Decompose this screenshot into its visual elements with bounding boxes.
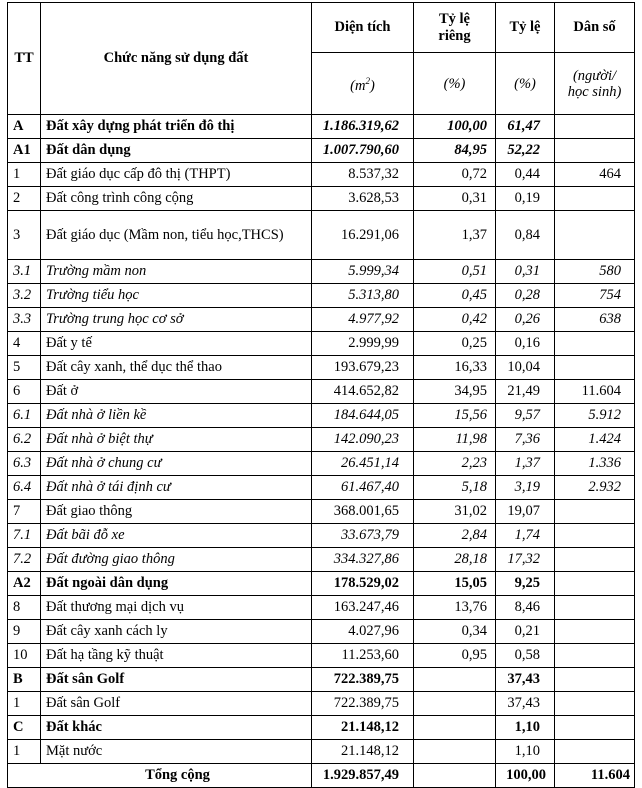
table-row (8, 644, 635, 668)
table-row (8, 332, 635, 356)
land-use-table-container (7, 2, 635, 788)
row-function: Mặt nước (41, 740, 312, 764)
row-area: 178.529,02 (312, 572, 414, 596)
row-area: 193.679,23 (312, 356, 414, 380)
table-row (8, 740, 635, 764)
row-function: Đất giáo dục (Mầm non, tiểu học,THCS) (41, 211, 312, 260)
land-use-table (7, 2, 635, 788)
row-tt: A1 (8, 139, 41, 163)
row-ratio: 37,43 (496, 668, 555, 692)
row-share: 0,42 (414, 308, 496, 332)
header-population-unit: (người/ học sinh) (555, 53, 635, 115)
row-function: Trường trung học cơ sở (41, 308, 312, 332)
row-function: Đất giáo dục cấp đô thị (THPT) (41, 163, 312, 187)
row-share (414, 668, 496, 692)
row-area: 26.451,14 (312, 452, 414, 476)
row-share: 1,37 (414, 211, 496, 260)
row-population (555, 692, 635, 716)
row-ratio: 0,26 (496, 308, 555, 332)
row-share: 13,76 (414, 596, 496, 620)
row-population: 754 (555, 284, 635, 308)
row-population: 638 (555, 308, 635, 332)
row-population: 1.424 (555, 428, 635, 452)
row-function: Đất ở (41, 380, 312, 404)
row-ratio: 17,32 (496, 548, 555, 572)
row-population (555, 668, 635, 692)
total-share (414, 764, 496, 788)
row-ratio: 37,43 (496, 692, 555, 716)
header-area-unit (312, 53, 414, 115)
row-share: 0,72 (414, 163, 496, 187)
row-ratio: 7,36 (496, 428, 555, 452)
row-share: 11,98 (414, 428, 496, 452)
table-row (8, 284, 635, 308)
row-tt: B (8, 668, 41, 692)
row-share (414, 716, 496, 740)
row-function: Đất cây xanh cách ly (41, 620, 312, 644)
row-share: 31,02 (414, 500, 496, 524)
row-area: 16.291,06 (312, 211, 414, 260)
row-share: 100,00 (414, 115, 496, 139)
row-ratio: 8,46 (496, 596, 555, 620)
table-row (8, 476, 635, 500)
row-function: Đất hạ tầng kỹ thuật (41, 644, 312, 668)
row-area: 334.327,86 (312, 548, 414, 572)
row-ratio: 19,07 (496, 500, 555, 524)
row-tt: C (8, 716, 41, 740)
area-unit-close: ) (369, 77, 375, 94)
table-row (8, 692, 635, 716)
row-share: 16,33 (414, 356, 496, 380)
row-population (555, 644, 635, 668)
table-row (8, 404, 635, 428)
row-population (555, 716, 635, 740)
row-tt: 1 (8, 163, 41, 187)
row-tt: 1 (8, 740, 41, 764)
row-population (555, 524, 635, 548)
row-population (555, 740, 635, 764)
row-tt: 7 (8, 500, 41, 524)
row-share: 15,05 (414, 572, 496, 596)
row-ratio: 21,49 (496, 380, 555, 404)
row-ratio: 10,04 (496, 356, 555, 380)
row-share: 0,34 (414, 620, 496, 644)
total-population: 11.604 (555, 764, 635, 788)
row-population: 11.604 (555, 380, 635, 404)
table-row (8, 356, 635, 380)
row-area: 184.644,05 (312, 404, 414, 428)
row-share: 0,25 (414, 332, 496, 356)
row-area: 722.389,75 (312, 692, 414, 716)
row-population: 5.912 (555, 404, 635, 428)
area-unit-exp: 2 (365, 76, 370, 87)
row-function: Đất nhà ở liền kề (41, 404, 312, 428)
row-ratio: 0,58 (496, 644, 555, 668)
row-population (555, 548, 635, 572)
row-ratio: 9,57 (496, 404, 555, 428)
row-function: Đất bãi đỗ xe (41, 524, 312, 548)
area-unit-base: (m (350, 77, 366, 94)
header-share (414, 3, 496, 53)
row-function: Đất công trình công cộng (41, 187, 312, 211)
table-row (8, 716, 635, 740)
total-area: 1.929.857,49 (312, 764, 414, 788)
row-tt: 3.1 (8, 260, 41, 284)
table-row (8, 187, 635, 211)
row-population: 2.932 (555, 476, 635, 500)
row-population (555, 572, 635, 596)
row-tt: 7.1 (8, 524, 41, 548)
row-function: Đất nhà ở biệt thự (41, 428, 312, 452)
row-function: Đất đường giao thông (41, 548, 312, 572)
table-row (8, 380, 635, 404)
row-tt: 3.2 (8, 284, 41, 308)
row-tt: 6 (8, 380, 41, 404)
table-row (8, 260, 635, 284)
row-area: 4.027,96 (312, 620, 414, 644)
row-population (555, 596, 635, 620)
row-function: Đất thương mại dịch vụ (41, 596, 312, 620)
table-row (8, 620, 635, 644)
table-row (8, 428, 635, 452)
total-ratio: 100,00 (496, 764, 555, 788)
row-share (414, 740, 496, 764)
row-area: 1.007.790,60 (312, 139, 414, 163)
table-row (8, 524, 635, 548)
row-share: 0,51 (414, 260, 496, 284)
row-share: 0,95 (414, 644, 496, 668)
row-share: 2,84 (414, 524, 496, 548)
table-body (8, 115, 635, 764)
row-function: Đất khác (41, 716, 312, 740)
row-tt: 6.4 (8, 476, 41, 500)
row-tt: 8 (8, 596, 41, 620)
row-share: 5,18 (414, 476, 496, 500)
row-area: 8.537,32 (312, 163, 414, 187)
row-ratio: 0,31 (496, 260, 555, 284)
row-area: 4.977,92 (312, 308, 414, 332)
row-share: 0,31 (414, 187, 496, 211)
row-area: 33.673,79 (312, 524, 414, 548)
row-area: 5.999,34 (312, 260, 414, 284)
row-area: 21.148,12 (312, 716, 414, 740)
table-row (8, 211, 635, 260)
row-share: 84,95 (414, 139, 496, 163)
row-function: Đất y tế (41, 332, 312, 356)
row-area: 11.253,60 (312, 644, 414, 668)
table-row (8, 452, 635, 476)
row-population (555, 500, 635, 524)
row-share: 15,56 (414, 404, 496, 428)
row-tt: 2 (8, 187, 41, 211)
row-area: 368.001,65 (312, 500, 414, 524)
row-area: 21.148,12 (312, 740, 414, 764)
row-population (555, 139, 635, 163)
row-tt: 3 (8, 211, 41, 260)
row-ratio: 0,84 (496, 211, 555, 260)
row-tt: 6.2 (8, 428, 41, 452)
row-share (414, 692, 496, 716)
row-area: 142.090,23 (312, 428, 414, 452)
row-population (555, 211, 635, 260)
row-share: 0,45 (414, 284, 496, 308)
row-ratio: 52,22 (496, 139, 555, 163)
row-population: 1.336 (555, 452, 635, 476)
header-ratio-unit: (%) (496, 53, 555, 115)
row-area: 61.467,40 (312, 476, 414, 500)
row-function: Đất sân Golf (41, 692, 312, 716)
row-tt: 6.1 (8, 404, 41, 428)
row-population (555, 332, 635, 356)
row-tt: 3.3 (8, 308, 41, 332)
row-tt: A (8, 115, 41, 139)
table-row (8, 308, 635, 332)
row-function: Đất cây xanh, thể dục thể thao (41, 356, 312, 380)
header-function: Chức năng sử dụng đất (41, 3, 312, 115)
row-population (555, 187, 635, 211)
table-row (8, 163, 635, 187)
row-area: 1.186.319,62 (312, 115, 414, 139)
row-ratio: 0,21 (496, 620, 555, 644)
row-population (555, 620, 635, 644)
row-ratio: 61,47 (496, 115, 555, 139)
row-ratio: 1,10 (496, 716, 555, 740)
row-tt: 9 (8, 620, 41, 644)
header-area: Diện tích (312, 3, 414, 53)
header-ratio: Tỷ lệ (496, 3, 555, 53)
row-tt: 6.3 (8, 452, 41, 476)
header-share-unit: (%) (414, 53, 496, 115)
row-tt: 7.2 (8, 548, 41, 572)
row-area: 2.999,99 (312, 332, 414, 356)
row-ratio: 1,74 (496, 524, 555, 548)
row-ratio: 0,16 (496, 332, 555, 356)
row-population: 580 (555, 260, 635, 284)
row-area: 163.247,46 (312, 596, 414, 620)
row-area: 5.313,80 (312, 284, 414, 308)
row-population (555, 115, 635, 139)
row-ratio: 0,28 (496, 284, 555, 308)
row-function: Đất dân dụng (41, 139, 312, 163)
row-function: Đất nhà ở chung cư (41, 452, 312, 476)
row-function: Đất giao thông (41, 500, 312, 524)
row-function: Đất nhà ở tái định cư (41, 476, 312, 500)
total-label: Tổng cộng (8, 764, 312, 788)
row-ratio: 3,19 (496, 476, 555, 500)
row-share: 28,18 (414, 548, 496, 572)
row-area: 722.389,75 (312, 668, 414, 692)
header-share-line2: riêng (438, 27, 471, 44)
table-row (8, 668, 635, 692)
row-share: 34,95 (414, 380, 496, 404)
row-area: 414.652,82 (312, 380, 414, 404)
header-population: Dân số (555, 3, 635, 53)
total-row (8, 764, 635, 788)
row-function: Đất ngoài dân dụng (41, 572, 312, 596)
row-function: Đất sân Golf (41, 668, 312, 692)
row-tt: 1 (8, 692, 41, 716)
table-row (8, 596, 635, 620)
row-ratio: 9,25 (496, 572, 555, 596)
row-ratio: 1,10 (496, 740, 555, 764)
row-ratio: 0,44 (496, 163, 555, 187)
row-area: 3.628,53 (312, 187, 414, 211)
row-population: 464 (555, 163, 635, 187)
row-ratio: 0,19 (496, 187, 555, 211)
table-row (8, 115, 635, 139)
row-tt: A2 (8, 572, 41, 596)
table-row (8, 139, 635, 163)
table-row (8, 548, 635, 572)
row-share: 2,23 (414, 452, 496, 476)
table-row (8, 572, 635, 596)
row-function: Trường mầm non (41, 260, 312, 284)
table-row (8, 500, 635, 524)
row-tt: 10 (8, 644, 41, 668)
header-share-line1: Tỷ lệ (438, 10, 470, 27)
row-function: Đất xây dựng phát triển đô thị (41, 115, 312, 139)
row-tt: 5 (8, 356, 41, 380)
row-ratio: 1,37 (496, 452, 555, 476)
row-function: Trường tiểu học (41, 284, 312, 308)
row-population (555, 356, 635, 380)
header-tt: TT (8, 3, 41, 115)
row-tt: 4 (8, 332, 41, 356)
